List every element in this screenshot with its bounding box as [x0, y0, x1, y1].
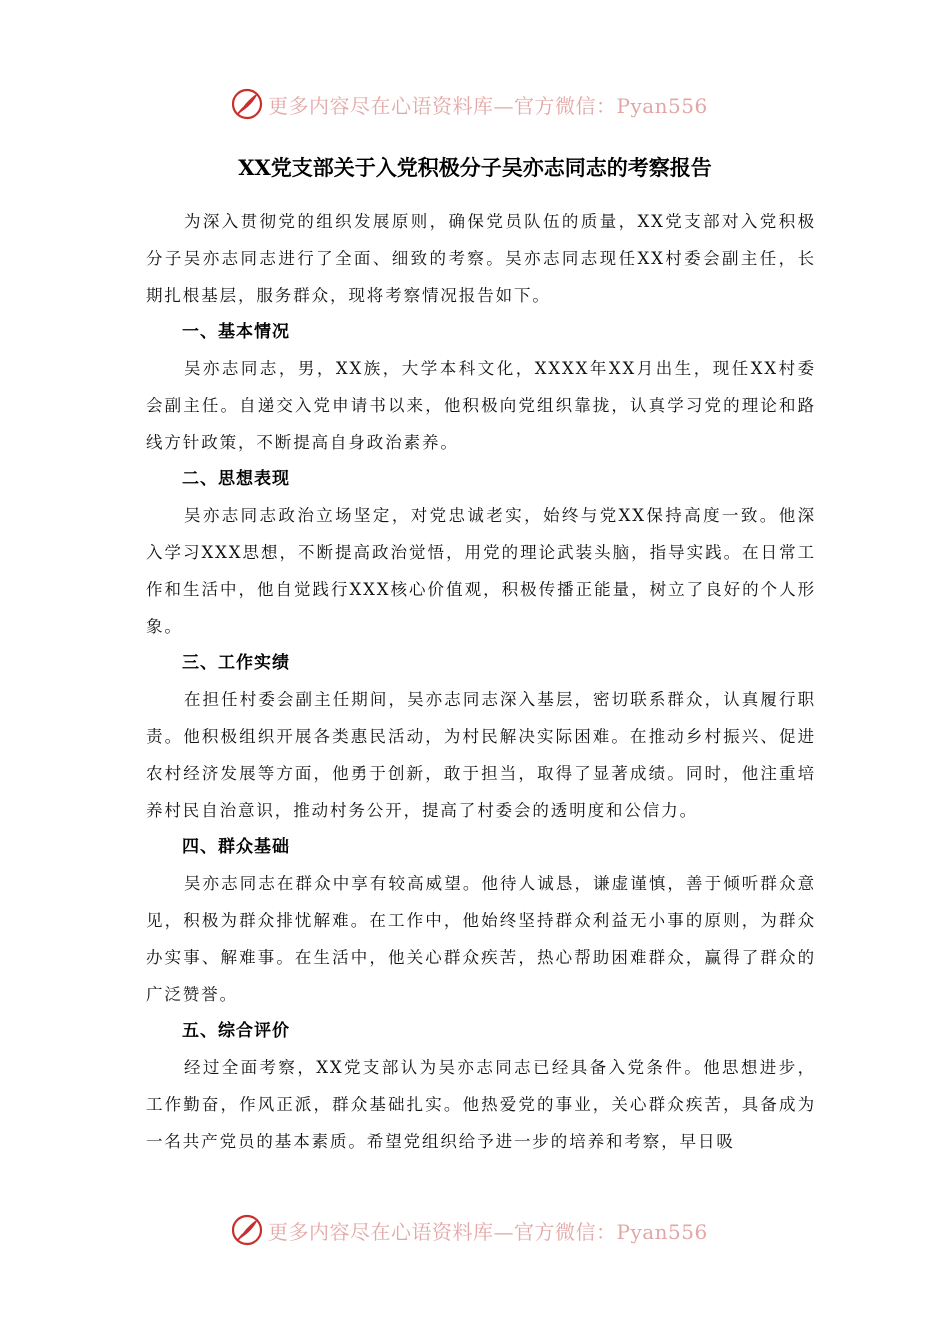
feather-pen-logo-icon [230, 1213, 264, 1247]
section-heading-work-results: 三、工作实绩 [182, 653, 290, 673]
section-text-work-results: 在担任村委会副主任期间，吴亦志同志深入基层，密切联系群众，认真履行职责。他积极组织开展各类惠民活动，为村民解决实际困难。在推动乡村振兴、促进农村经济发展等方面，他勇于创新，敢于担当，取得了显著成绩。同时，他注重培养村民自治意识，推动村务公开，提高了村委会的透明度和公信力。 [146, 690, 816, 820]
document-title: XX党支部关于入党积极分子吴亦志同志的考察报告 [238, 155, 712, 180]
section-text-evaluation: 经过全面考察，XX党支部认为吴亦志同志已经具备入党条件。他思想进步，工作勤奋，作风正派，群众基础扎实。他热爱党的事业，关心群众疾苦，具备成为一名共产党员的基本素质。希望党组织给予进一步的培养和考察，早日吸 [146, 1058, 816, 1151]
section-heading-evaluation: 五、综合评价 [182, 1021, 290, 1041]
feather-pen-logo-icon [230, 87, 264, 121]
footer-watermark [230, 1210, 750, 1250]
watermark-text: 更多内容尽在心语资料库—官方微信：Pyan556 [268, 93, 708, 118]
document-body [146, 203, 816, 1160]
section-text-public-support: 吴亦志同志在群众中享有较高威望。他待人诚恳，谦虚谨慎，善于倾听群众意见，积极为群众排忧解难。在工作中，他始终坚持群众利益无小事的原则，为群众办实事、解难事。在生活中，他关心群众疾苦，热心帮助困难群众，赢得了群众的广泛赞誉。 [146, 874, 816, 1004]
section-text-basic-info: 吴亦志同志，男，XX族，大学本科文化，XXXX年XX月出生，现任XX村委会副主任。自递交入党申请书以来，他积极向党组织靠拢，认真学习党的理论和路线方针政策，不断提高自身政治素养。 [146, 359, 816, 452]
intro-paragraph: 为深入贯彻党的组织发展原则，确保党员队伍的质量，XX党支部对入党积极分子吴亦志同志进行了全面、细致的考察。吴亦志同志现任XX村委会副主任，长期扎根基层，服务群众，现将考察情况报告如下。 [146, 212, 816, 305]
section-heading-basic-info: 一、基本情况 [182, 322, 290, 342]
section-heading-public-support: 四、群众基础 [182, 837, 290, 857]
header-watermark [230, 84, 750, 124]
section-text-ideology: 吴亦志同志政治立场坚定，对党忠诚老实，始终与党XX保持高度一致。他深入学习XXX思想，不断提高政治觉悟，用党的理论武装头脑，指导实践。在日常工作和生活中，他自觉践行XXX核心价值观，积极传播正能量，树立了良好的个人形象。 [146, 506, 816, 636]
watermark-text: 更多内容尽在心语资料库—官方微信：Pyan556 [268, 1219, 708, 1244]
section-heading-ideology: 二、思想表现 [182, 469, 290, 489]
